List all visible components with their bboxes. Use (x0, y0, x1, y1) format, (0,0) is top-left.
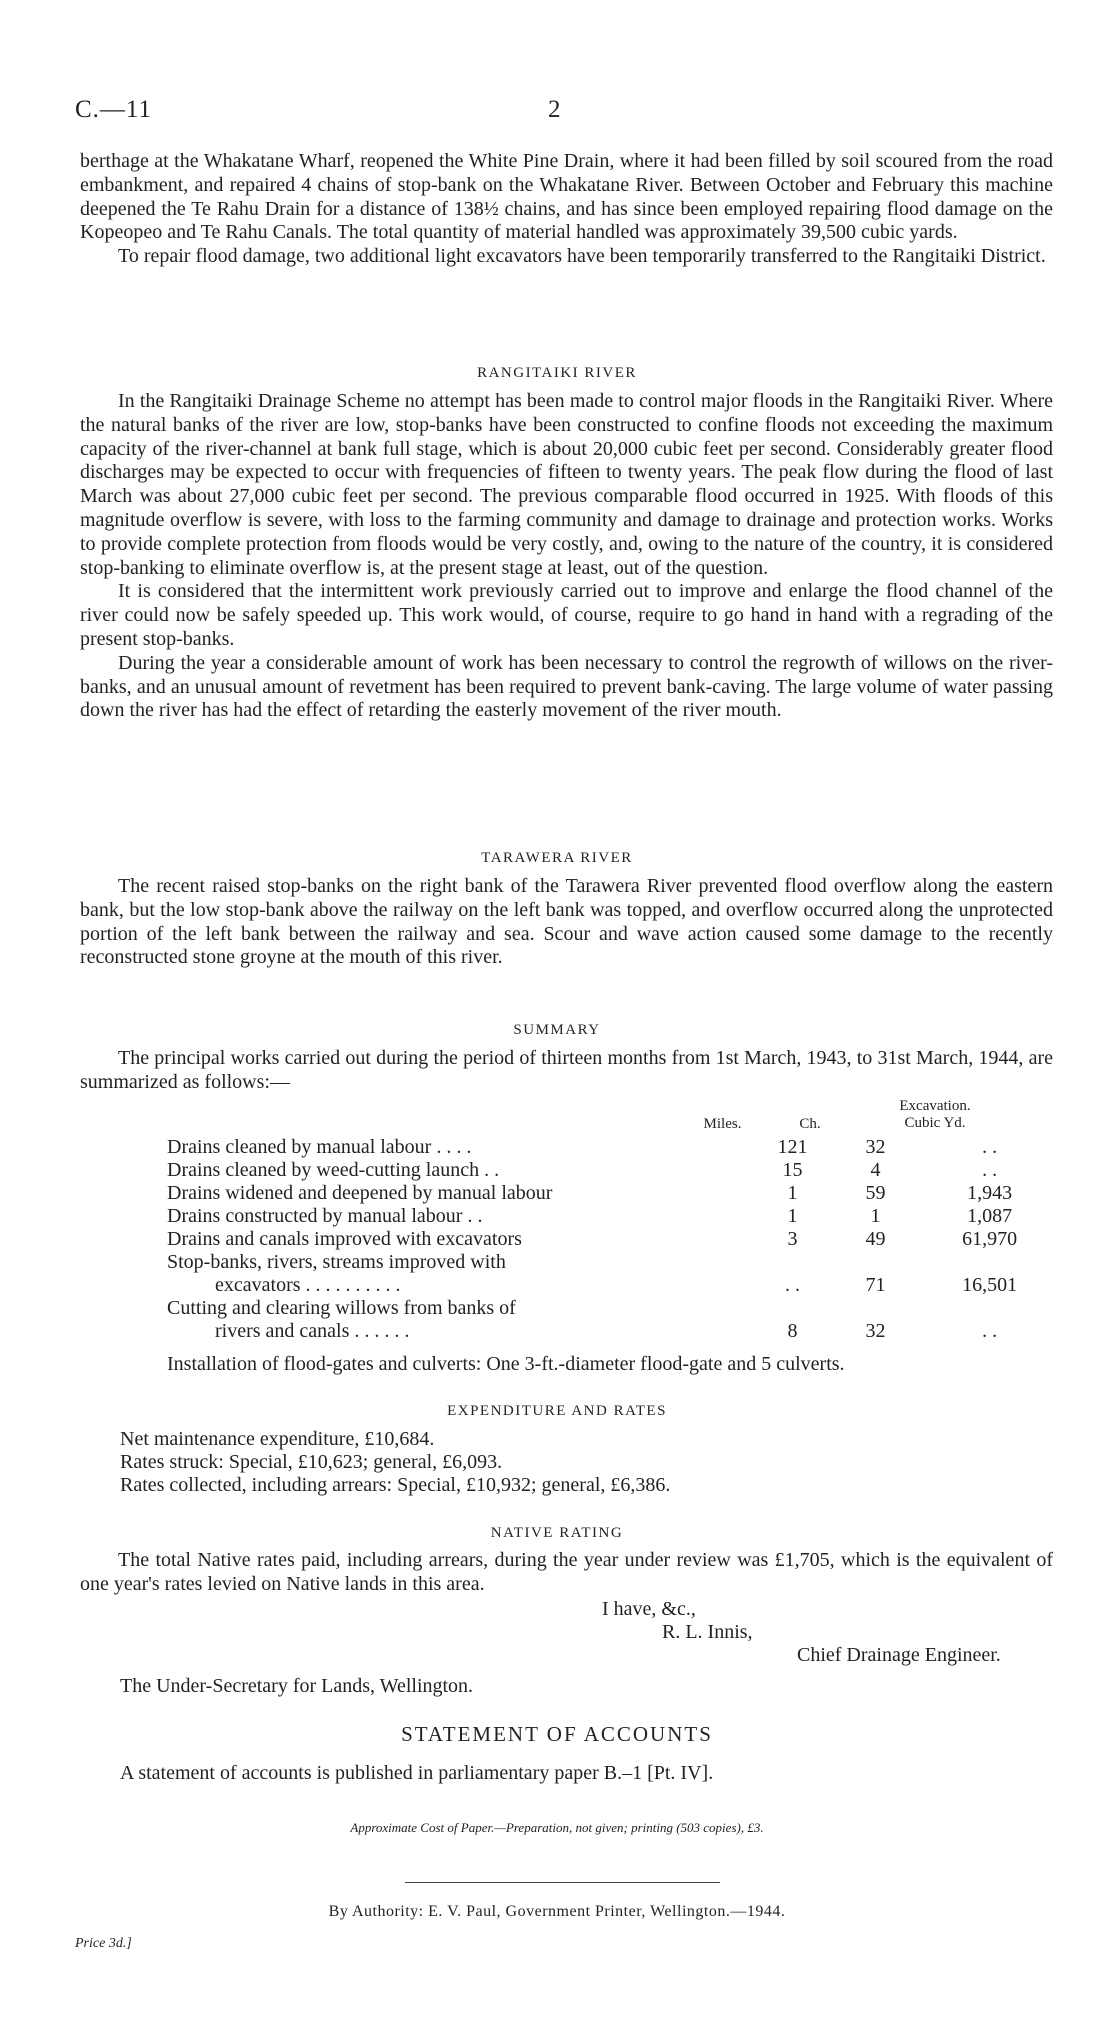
page-number: 2 (548, 96, 561, 123)
native-rating-heading: NATIVE RATING (490, 1525, 624, 1541)
rangitaiki-paragraph-3: During the year a considerable amount of work has been necessary to control the regrowth of willows on the river-banks, and an unusual amount of revetment has been required to prevent bank-caving. The large volume of water passing down the river has had the effect of retarding the easterly movement of the river mouth. (80, 651, 1053, 722)
summary-table (167, 1136, 1057, 1343)
row-miles: 1 (787, 1182, 798, 1204)
summary-heading: SUMMARY (513, 1022, 601, 1038)
table-row (167, 1136, 1057, 1159)
expenditure-line-3: Rates collected, including arrears: Special, £10,932; general, £6,386. (120, 1474, 671, 1496)
tarawera-heading: TARAWERA RIVER (481, 850, 633, 866)
row-excavation: . . (982, 1159, 998, 1181)
row-excavation: . . (982, 1320, 998, 1342)
row-miles: 1 (787, 1205, 798, 1227)
expenditure-line-2: Rates struck: Special, £10,623; general, £6,093. (120, 1451, 503, 1473)
statement-heading: STATEMENT OF ACCOUNTS (401, 1722, 713, 1746)
tarawera-paragraph: The recent raised stop-banks on the right bank of the Tarawera River prevented flood overflow along the eastern bank, but the low stop-bank above the railway on the left bank was topped, and overflow occurred along the unprotected portion of the left bank between the railway and sea. Scour and wave action caused some damage to the recently reconstructed stone groyne at the mouth of this river. (80, 875, 1053, 969)
row-chains (829, 1251, 922, 1274)
row-excavation: 61,970 (962, 1228, 1018, 1250)
rangitaiki-section (80, 390, 1053, 723)
rangitaiki-heading: RANGITAIKI RIVER (477, 365, 637, 381)
column-excavation-label: Excavation. (899, 1098, 971, 1114)
row-miles: 3 (787, 1228, 798, 1250)
row-chains: 1 (870, 1205, 881, 1227)
row-chains: 4 (870, 1159, 881, 1181)
printer-authority: By Authority: E. V. Paul, Government Printer, Wellington.—1944. (328, 1903, 786, 1920)
row-chains (829, 1297, 922, 1320)
row-excavation: . . (982, 1136, 998, 1158)
intro-section (80, 150, 1053, 269)
row-excavation: 1,087 (967, 1205, 1013, 1227)
row-item: rivers and canals . . . . . . (215, 1320, 410, 1342)
installation-line: Installation of flood-gates and culverts: One 3-ft.-diameter flood-gate and 5 culverts. (167, 1353, 845, 1375)
row-item: Drains cleaned by manual labour . . . . (167, 1136, 472, 1158)
footer-divider (405, 1882, 720, 1883)
row-chains: 49 (865, 1228, 886, 1250)
row-miles (756, 1297, 829, 1320)
tarawera-section (80, 875, 1053, 970)
statement-text: A statement of accounts is published in parliamentary paper B.–1 [Pt. IV]. (120, 1762, 714, 1784)
row-miles: 121 (777, 1136, 808, 1158)
native-rating-section (80, 1549, 1053, 1597)
price: Price 3d.] (75, 1936, 132, 1951)
row-miles: 8 (787, 1320, 798, 1342)
expenditure-heading: EXPENDITURE AND RATES (447, 1403, 667, 1419)
row-excavation (922, 1251, 1057, 1274)
row-chains: 59 (865, 1182, 886, 1204)
row-item: Drains cleaned by weed-cutting launch . . (167, 1159, 500, 1181)
column-miles: Miles. (703, 1116, 742, 1132)
table-row (167, 1182, 1057, 1205)
signature-name: R. L. Innis, (662, 1621, 753, 1643)
table-row (167, 1228, 1057, 1251)
row-item: Drains widened and deepened by manual labour (167, 1182, 553, 1204)
table-row (167, 1251, 1057, 1274)
table-row (167, 1159, 1057, 1182)
row-item: excavators . . . . . . . . . . (215, 1274, 401, 1296)
table-row (167, 1274, 1057, 1297)
summary-intro-paragraph: The principal works carried out during the period of thirteen months from 1st March, 1943, to 31st March, 1944, are summarized as follows:— (80, 1047, 1053, 1093)
row-excavation: 1,943 (967, 1182, 1013, 1204)
row-excavation: 16,501 (962, 1274, 1018, 1296)
row-miles: . . (784, 1274, 800, 1296)
intro-paragraph-2: To repair flood damage, two additional light excavators have been temporarily transferred to the Rangitaiki District. (118, 245, 1046, 268)
signature-greeting: I have, &c., (602, 1598, 696, 1620)
summary-intro (80, 1047, 1053, 1095)
table-row (167, 1297, 1057, 1320)
row-miles (756, 1251, 829, 1274)
column-chains: Ch. (799, 1116, 821, 1132)
row-chains: 32 (865, 1320, 886, 1342)
cost-of-paper: Approximate Cost of Paper.—Preparation, not given; printing (503 copies), £3. (350, 1820, 764, 1835)
row-chains: 32 (865, 1136, 886, 1158)
table-row (167, 1205, 1057, 1228)
signature-title: Chief Drainage Engineer. (797, 1644, 1001, 1666)
native-rating-paragraph: The total Native rates paid, including arrears, during the year under review was £1,705, which is the equivalent of one year's rates levied on Native lands in this area. (80, 1549, 1053, 1595)
column-excavation-unit: Cubic Yd. (904, 1115, 966, 1131)
table-row (167, 1320, 1057, 1343)
rangitaiki-paragraph-1: In the Rangitaiki Drainage Scheme no attempt has been made to control major floods in the Rangitaiki River. Where the natural banks of the river are low, stop-banks have been constructed to confine floods not exceeding the maximum capacity of the river-channel at bank full stage, which is about 20,000 cubic feet per second. Considerably greater flood discharges may be expected to occur with frequencies of fifteen to twenty years. The peak flow during the flood of last March was about 27,000 cubic feet per second. The previous comparable flood occurred in 1925. With floods of this magnitude overflow is severe, with loss to the farming community and damage to drainage and protection works. Works to provide complete protection from floods would be very costly, and, owing to the nature of the country, it is considered stop-banking to eliminate overflow is, at the present stage at least, out of the question. (80, 390, 1053, 579)
row-item: Stop-banks, rivers, streams improved with (167, 1251, 506, 1273)
addressee: The Under-Secretary for Lands, Wellington. (120, 1675, 474, 1697)
row-item: Cutting and clearing willows from banks of (167, 1297, 516, 1319)
row-item: Drains constructed by manual labour . . (167, 1205, 483, 1227)
column-excavation (865, 1098, 1005, 1132)
rangitaiki-paragraph-2: It is considered that the intermittent work previously carried out to improve and enlarge the flood channel of the river could now be safely speeded up. This work would, of course, require to go hand in hand with a regrading of the present stop-banks. (80, 580, 1053, 650)
row-miles: 15 (782, 1159, 803, 1181)
row-excavation (922, 1297, 1057, 1320)
intro-paragraph-1: berthage at the Whakatane Wharf, reopened the White Pine Drain, where it had been filled by soil scoured from the road embankment, and repaired 4 chains of stop-bank on the Whakatane River. Between October and February this machine deepened the Te Rahu Drain for a distance of 138½ chains, and has since been employed repairing flood damage on the Kopeopeo and Te Rahu Canals. The total quantity of material handled was approximately 39,500 cubic yards. (80, 150, 1053, 244)
paper-reference: C.—11 (75, 96, 152, 123)
row-item: Drains and canals improved with excavators (167, 1228, 522, 1250)
row-chains: 71 (865, 1274, 886, 1296)
expenditure-line-1: Net maintenance expenditure, £10,684. (120, 1428, 435, 1450)
